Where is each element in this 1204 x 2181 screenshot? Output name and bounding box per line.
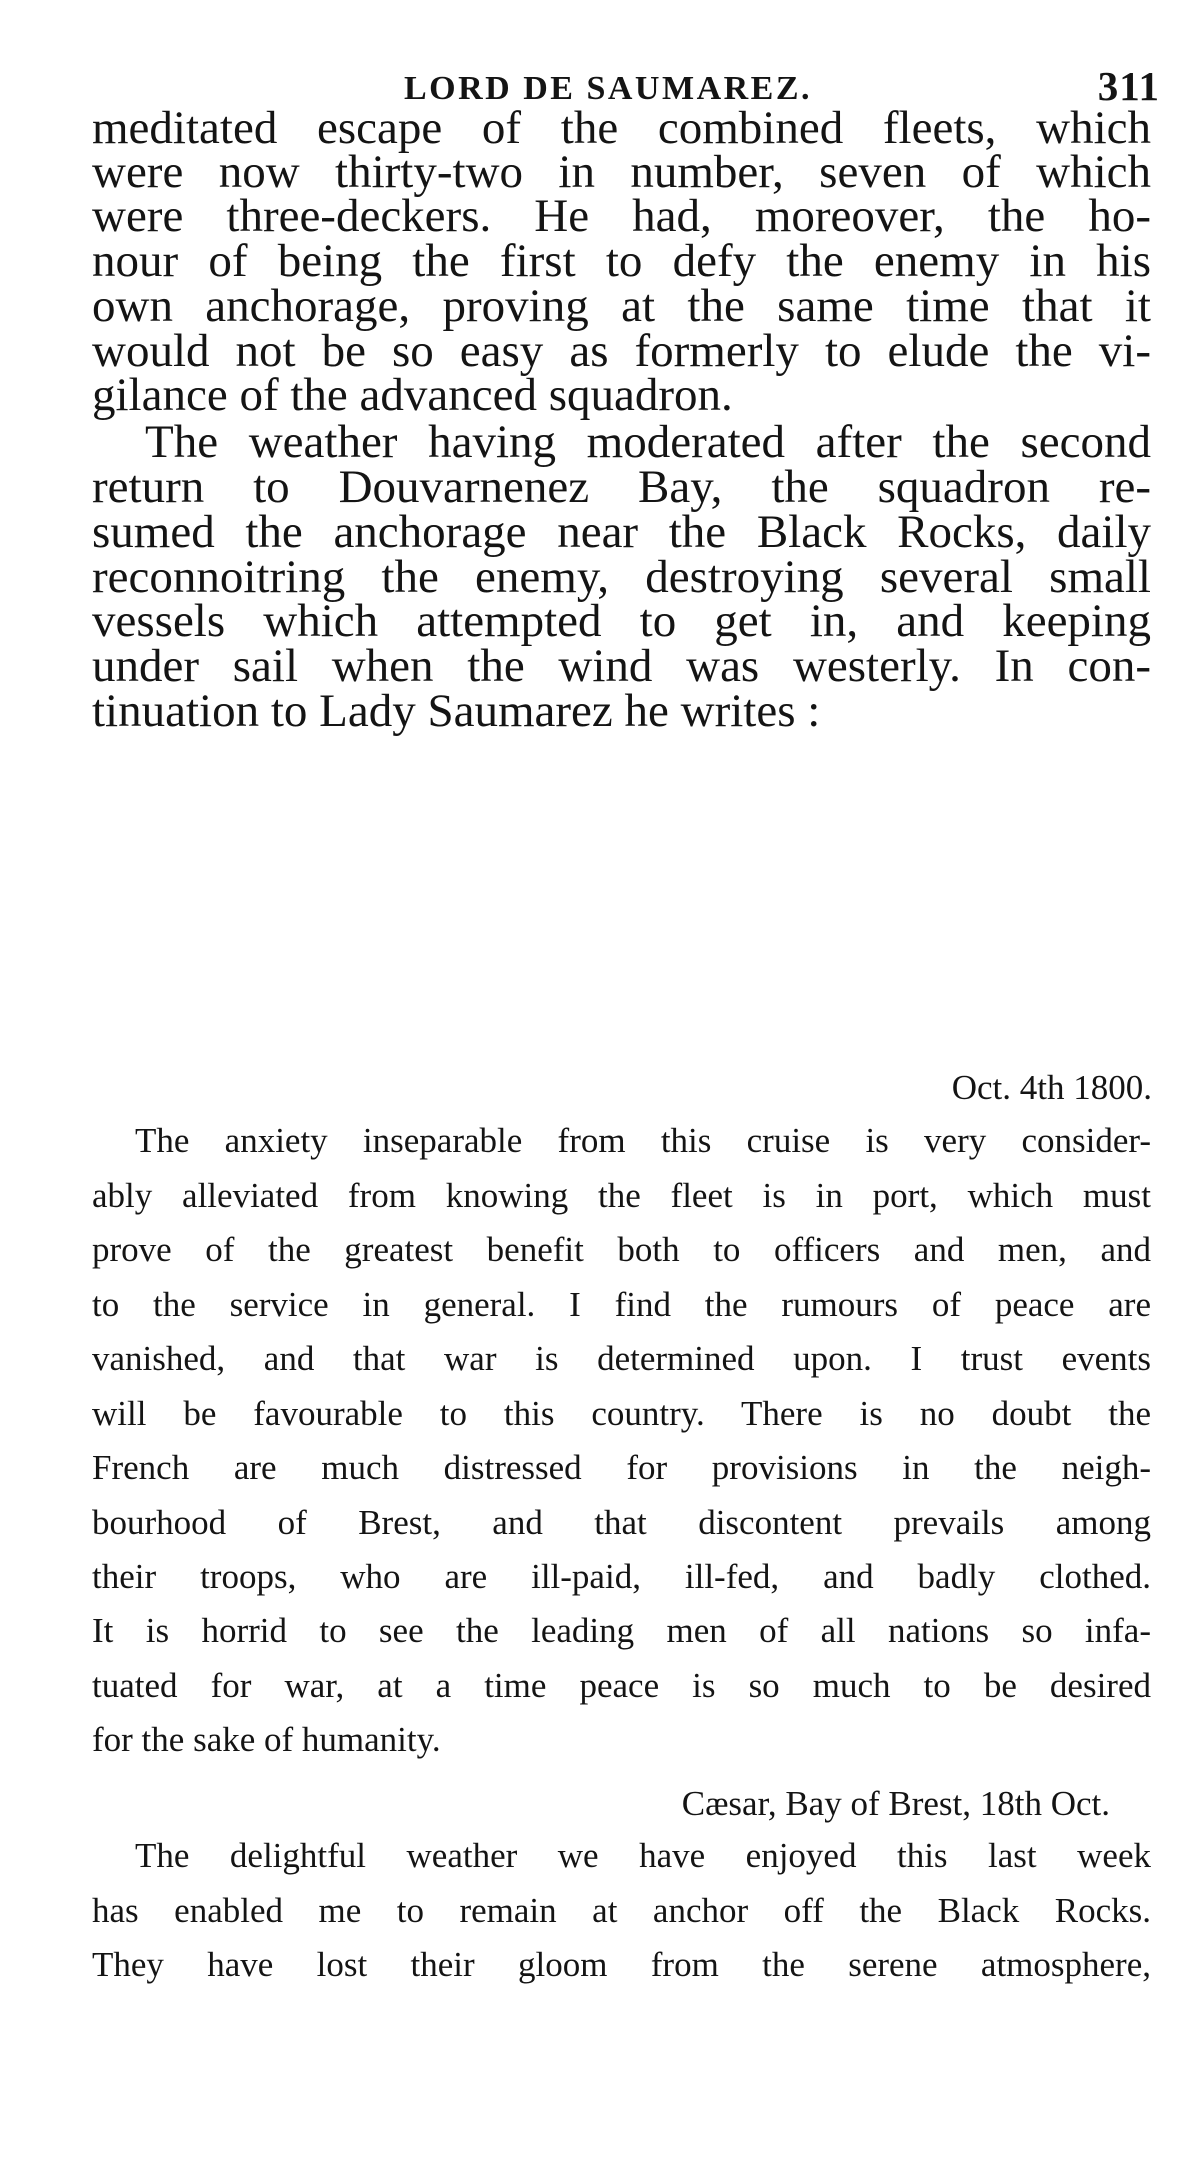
letter-dateline: Cæsar, Bay of Brest, 18th Oct. (681, 1784, 1110, 1823)
letter-line: their troops, who are ill-paid, ill-fed, and badly clothed. (92, 1557, 1151, 1596)
text-line: were now thirty-two in number, seven of which (92, 146, 1151, 198)
page-number: 311 (1097, 63, 1160, 109)
letter-line: vanished, and that war is determined upon. I trust events (92, 1339, 1151, 1378)
letter-line: They have lost their gloom from the serene atmosphere, (92, 1945, 1151, 1984)
text-line: sumed the anchorage near the Black Rocks, daily (92, 506, 1151, 558)
text-line: under sail when the wind was westerly. In con- (92, 640, 1151, 692)
text-line: were three-deckers. He had, moreover, the ho- (92, 190, 1151, 242)
letter-line: for the sake of humanity. (92, 1720, 441, 1759)
letter-line: French are much distressed for provisions in the neigh- (92, 1448, 1151, 1487)
text-line: gilance of the advanced squadron. (92, 369, 733, 421)
text-line: meditated escape of the combined fleets, which (92, 102, 1151, 154)
letter-line: bourhood of Brest, and that discontent prevails among (92, 1503, 1151, 1542)
letter-line: The delightful weather we have enjoyed this last week (135, 1836, 1151, 1875)
letter-line: will be favourable to this country. There is no doubt the (92, 1394, 1151, 1433)
running-title: LORD DE SAUMAREZ. (404, 70, 813, 107)
letter-line: It is horrid to see the leading men of all nations so infa- (92, 1611, 1151, 1650)
text-line: The weather having moderated after the second (145, 416, 1151, 468)
text-line: return to Douvarnenez Bay, the squadron re- (92, 461, 1151, 513)
letter-line: prove of the greatest benefit both to officers and men, and (92, 1230, 1151, 1269)
text-line: tinuation to Lady Saumarez he writes : (92, 685, 821, 737)
letter-line: The anxiety inseparable from this cruise is very consider- (135, 1121, 1151, 1160)
letter-line: tuated for war, at a time peace is so much to be desired (92, 1666, 1151, 1705)
text-line: would not be so easy as formerly to elude the vi- (92, 325, 1151, 377)
text-line: reconnoitring the enemy, destroying several small (92, 551, 1151, 603)
text-line: own anchorage, proving at the same time that it (92, 280, 1151, 332)
text-line: vessels which attempted to get in, and keeping (92, 595, 1151, 647)
letter-line: to the service in general. I find the rumours of peace are (92, 1285, 1151, 1324)
letter-line: ably alleviated from knowing the fleet is in port, which must (92, 1176, 1151, 1215)
letter-line: has enabled me to remain at anchor off the Black Rocks. (92, 1891, 1151, 1930)
letter-dateline: Oct. 4th 1800. (951, 1068, 1152, 1107)
text-line: nour of being the first to defy the enemy in his (92, 235, 1151, 287)
